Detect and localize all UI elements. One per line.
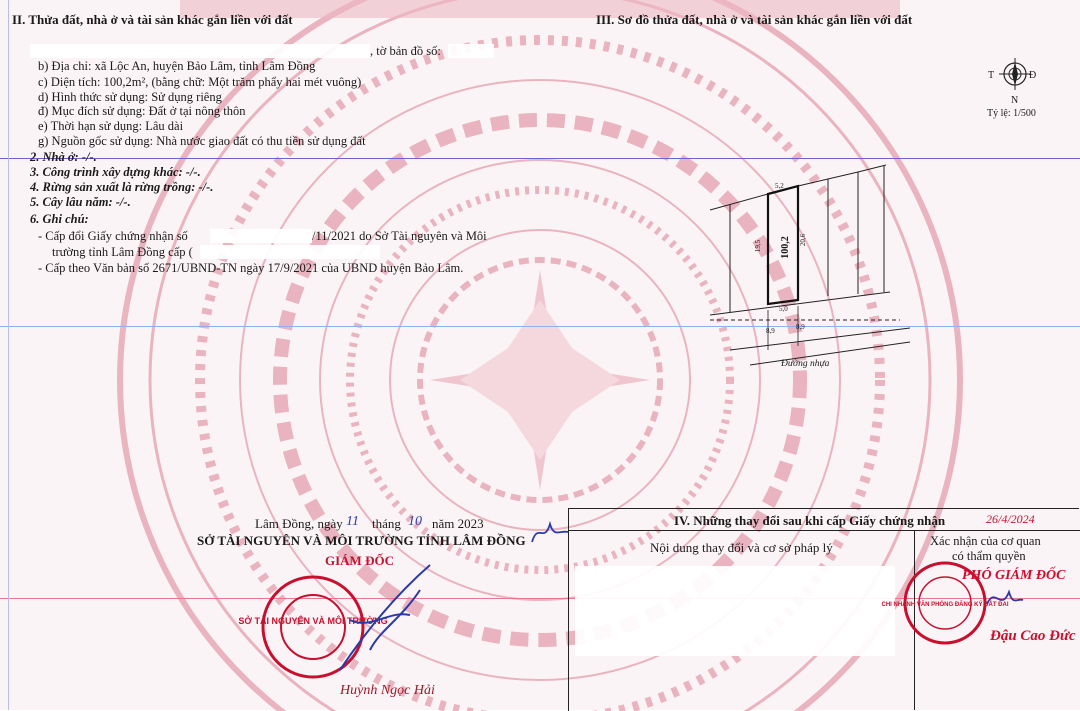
dim-left: 19,5 bbox=[754, 239, 763, 253]
redacted-note-detail bbox=[200, 245, 380, 259]
agency-name: SỞ TÀI NGUYÊN VÀ MÔI TRƯỜNG TỈNH LÂM ĐỒNG bbox=[197, 533, 526, 548]
purpose-line: đ) Mục đích sử dụng: Đất ở tại nông thôn bbox=[38, 104, 246, 118]
forest-line: 4. Rừng sản xuất là rừng trồng: -/-. bbox=[30, 180, 214, 194]
note1-part-c: trường tỉnh Lâm Đồng cấp ( bbox=[52, 245, 193, 259]
stamp-signer: Đậu Cao Đức bbox=[990, 628, 1076, 644]
stamp-title: PHÓ GIÁM ĐỐC bbox=[962, 568, 1066, 583]
initials-stroke bbox=[530, 518, 570, 548]
handwritten-date: 26/4/2024 bbox=[986, 512, 1035, 526]
section-ii-heading: II. Thửa đất, nhà ở và tài sản khác gắn liền với đất bbox=[12, 12, 293, 27]
compass-west: T bbox=[988, 70, 995, 81]
fold-line-top bbox=[0, 158, 1080, 159]
fold-line-vertical bbox=[8, 0, 9, 710]
area-line: c) Diện tích: 100,2m², (bằng chữ: Một trăm phẩy hai mét vuông) bbox=[38, 75, 362, 89]
dim-area: 100,2 bbox=[779, 236, 791, 259]
map-sheet-label: , tờ bản đồ số: bbox=[370, 44, 441, 58]
notes-title: 6. Ghi chú: bbox=[30, 212, 89, 226]
road-label: Đường nhựa bbox=[781, 359, 830, 369]
plot-diagram bbox=[690, 160, 910, 380]
redacted-certificate-number bbox=[210, 229, 312, 243]
fold-line-middle bbox=[0, 326, 1080, 327]
signer-name: Huỳnh Ngọc Hải bbox=[340, 683, 435, 698]
address-line: b) Địa chỉ: xã Lộc An, huyện Bảo Lâm, tỉnh Lâm Đồng bbox=[38, 59, 316, 73]
section-iii-heading: III. Sơ đồ thửa đất, nhà ở và tài sản khác gắn liền với đất bbox=[596, 12, 913, 27]
compass-south: N bbox=[1011, 95, 1019, 106]
house-line: 2. Nhà ở: -/-. bbox=[30, 150, 97, 164]
changes-box-header-divider bbox=[568, 530, 1080, 531]
note2-line: - Cấp theo Văn bản số 2671/UBND-TN ngày 17/9/2021 của UBND huyện Bảo Lâm. bbox=[38, 261, 464, 275]
changes-col-confirm-2: có thẩm quyền bbox=[952, 549, 1026, 563]
dim-setback-left: 8,9 bbox=[766, 327, 775, 335]
dim-top: 5,2 bbox=[775, 182, 784, 190]
seal-left-text: SỞ TÀI NGUYÊN VÀ MÔI TRƯỜNG bbox=[238, 616, 388, 626]
dim-bottom: 5,0 bbox=[779, 305, 788, 313]
signature-year: năm 2023 bbox=[432, 516, 484, 531]
dim-setback-right: 8,9 bbox=[796, 323, 805, 331]
redacted-change-content bbox=[575, 566, 895, 656]
compass-east: Đ bbox=[1029, 70, 1037, 81]
seal-right-text: CHI NHÁNH VĂN PHÒNG ĐĂNG KÝ ĐẤT ĐAI bbox=[881, 602, 1009, 608]
signature-place: Lâm Đồng, ngày bbox=[255, 516, 343, 531]
dim-right: 20,6 bbox=[799, 233, 808, 247]
director-title: GIÁM ĐỐC bbox=[325, 553, 394, 568]
trees-line: 5. Cây lâu năm: -/-. bbox=[30, 195, 131, 209]
signature-stroke bbox=[330, 560, 440, 680]
changes-col-content: Nội dung thay đổi và cơ sở pháp lý bbox=[650, 540, 833, 555]
note1-part-b: /11/2021 do Sở Tài nguyên và Môi bbox=[312, 229, 487, 243]
construction-line: 3. Công trình xây dựng khác: -/-. bbox=[30, 165, 201, 179]
section-iv-heading: IV. Những thay đổi sau khi cấp Giấy chứng nhận bbox=[674, 513, 946, 528]
term-line: e) Thời hạn sử dụng: Lâu dài bbox=[38, 119, 184, 133]
redacted-parcel-number bbox=[30, 44, 370, 58]
origin-line: g) Nguồn gốc sử dụng: Nhà nước giao đất có thu tiền sử dụng đất bbox=[38, 134, 366, 148]
signature-month-label: tháng bbox=[372, 516, 401, 531]
signature-month: 10 bbox=[408, 514, 422, 529]
signature-day: 11 bbox=[346, 514, 359, 529]
usage-form-line: d) Hình thức sử dụng: Sử dụng riêng bbox=[38, 90, 222, 104]
changes-col-confirm-1: Xác nhận của cơ quan bbox=[930, 534, 1041, 548]
redacted-map-sheet bbox=[448, 44, 494, 58]
stamp-signature-stroke bbox=[985, 584, 1025, 614]
note1-part-a: - Cấp đổi Giấy chứng nhận số bbox=[38, 229, 188, 243]
scale-label: Tỷ lệ: 1/500 bbox=[987, 108, 1036, 119]
